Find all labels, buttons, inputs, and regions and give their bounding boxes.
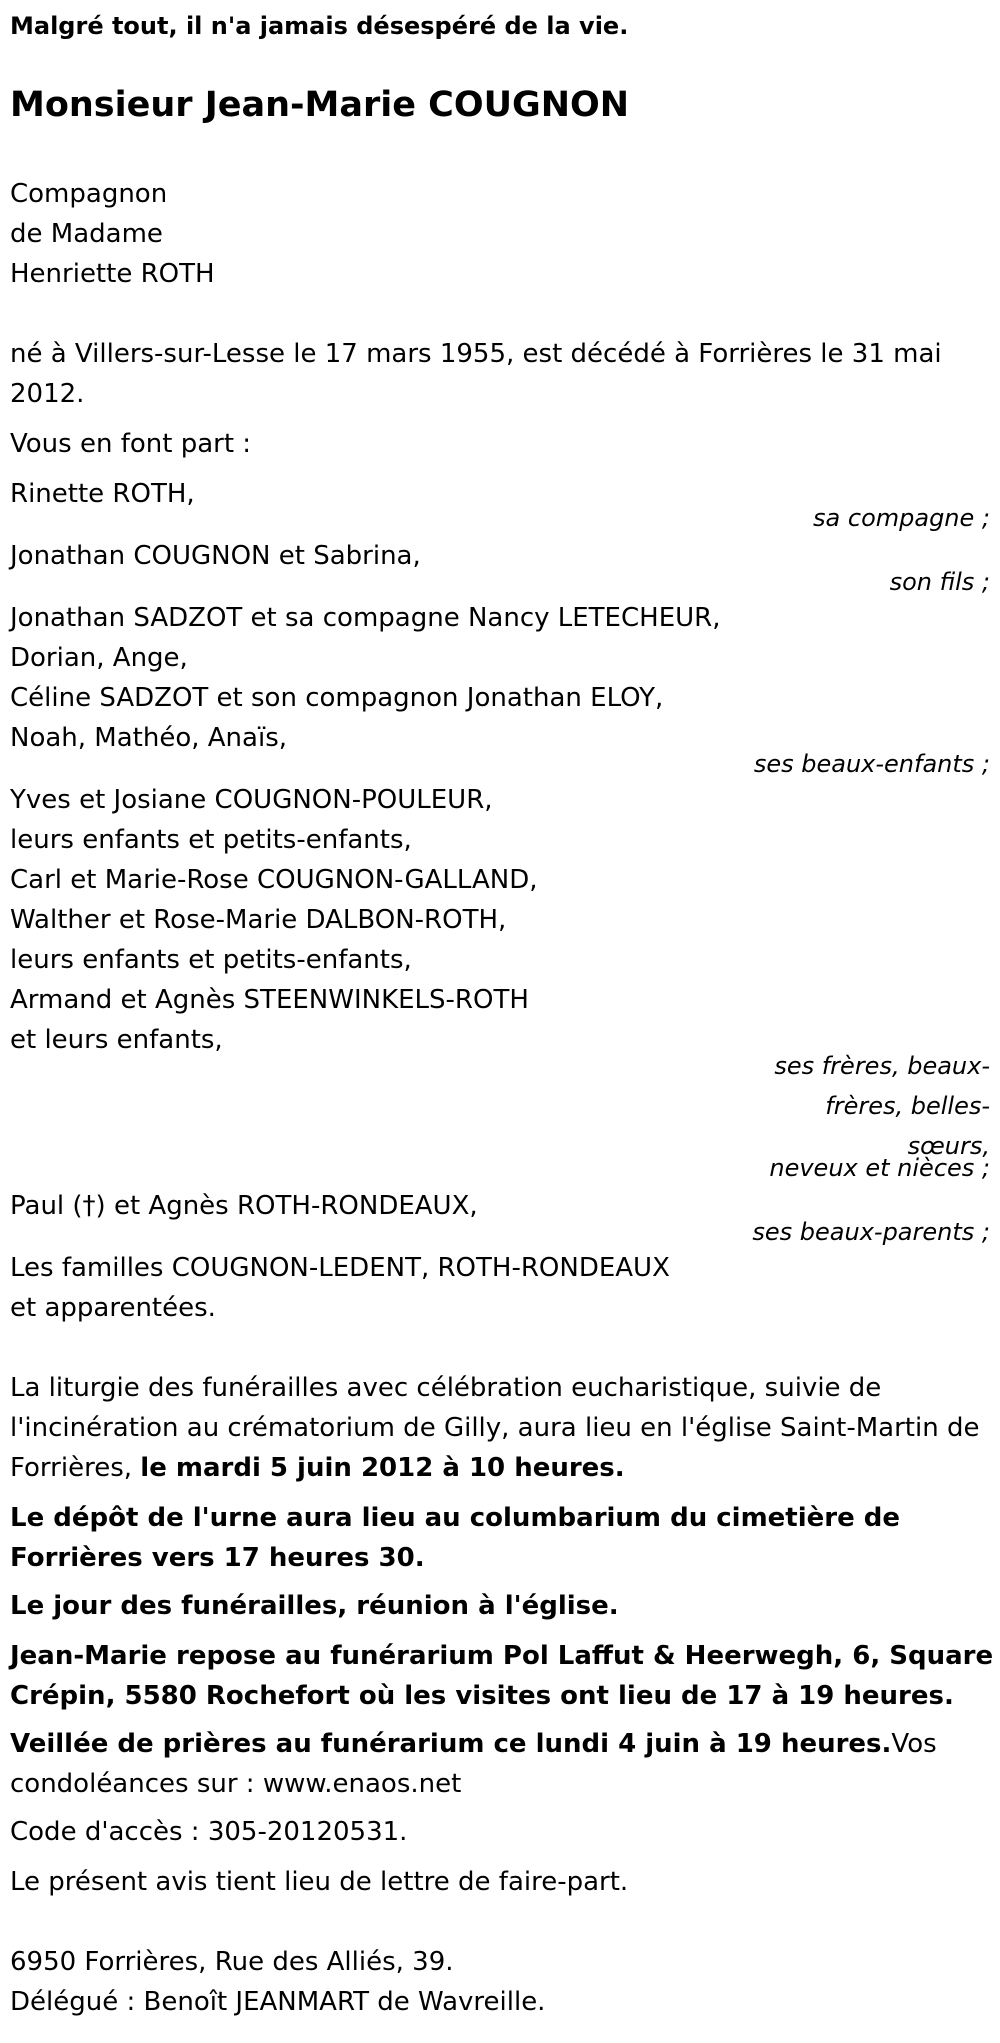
family-line: Les familles COUGNON-LEDENT, ROTH-RONDEAUX — [10, 1253, 670, 1283]
quote: Malgré tout, il n'a jamais désespéré de la vie. — [10, 12, 629, 40]
family-relation: ses beaux-enfants ; — [753, 750, 990, 778]
family-line: et apparentées. — [10, 1293, 216, 1323]
notice: Le présent avis tient lieu de lettre de faire-part. — [10, 1867, 629, 1897]
family-relation: ses frères, beaux-frères, belles-sœurs, — [774, 1052, 990, 1160]
funeral-date: le mardi 5 juin 2012 à 10 heures. — [140, 1453, 625, 1483]
family-line: Jonathan COUGNON et Sabrina, — [10, 541, 421, 571]
birth-death: né à Villers-sur-Lesse le 17 mars 1955, est décédé à Forrières le 31 mai 2012. — [10, 339, 942, 409]
deceased-name: Monsieur Jean-Marie COUGNON — [10, 85, 630, 125]
companion-line-2: de Madame — [10, 219, 163, 249]
family-relation: son fils ; — [889, 568, 990, 596]
family-relation: sa compagne ; — [813, 504, 990, 532]
vigil-paragraph — [10, 1724, 1000, 1804]
family-line: Walther et Rose-Marie DALBON-ROTH, — [10, 905, 507, 935]
family-line: Carl et Marie-Rose COUGNON-GALLAND, — [10, 865, 538, 895]
family-line: leurs enfants et petits-enfants, — [10, 825, 412, 855]
family-line: Céline SADZOT et son compagnon Jonathan ELOY, — [10, 683, 664, 713]
companion-line-1: Compagnon — [10, 179, 168, 209]
family-line: Yves et Josiane COUGNON-POULEUR, — [10, 785, 493, 815]
family-relation: ses beaux-parents ; — [752, 1218, 990, 1246]
urn-deposit: Le dépôt de l'urne aura lieu au columbarium du cimetière de Forrières vers 17 heures 30. — [10, 1503, 901, 1573]
address: 6950 Forrières, Rue des Alliés, 39. — [10, 1947, 454, 1977]
family-line: Dorian, Ange, — [10, 643, 188, 673]
funeral-paragraph — [10, 1368, 1000, 1488]
funeral-text: La liturgie des funérailles avec célébration eucharistique, suivie de l'incinération au crématorium de Gilly, aura lieu en l'église Saint-Martin de Forrières, — [10, 1373, 980, 1483]
funerarium-info: Jean-Marie repose au funérarium Pol Laffut & Heerwegh, 6, Square Crépin, 5580 Rochefort où les visites ont lieu de 17 à 19 heures. — [10, 1641, 994, 1711]
access-code: Code d'accès : 305-20120531. — [10, 1817, 408, 1847]
companion-line-3: Henriette ROTH — [10, 259, 215, 289]
family-line: Noah, Mathéo, Anaïs, — [10, 723, 287, 753]
meeting-info: Le jour des funérailles, réunion à l'église. — [10, 1591, 619, 1621]
delegate: Délégué : Benoît JEANMART de Wavreille. — [10, 1987, 546, 2017]
family-line: et leurs enfants, — [10, 1025, 223, 1055]
family-line: Jonathan SADZOT et sa compagne Nancy LETECHEUR, — [10, 603, 721, 633]
family-relation: neveux et nièces ; — [769, 1154, 990, 1182]
family-line: leurs enfants et petits-enfants, — [10, 945, 412, 975]
announce-intro: Vous en font part : — [10, 429, 252, 459]
vigil-info: Veillée de prières au funérarium ce lundi 4 juin à 19 heures. — [10, 1729, 892, 1759]
condolences-info: Vos condoléances sur : www.enaos.net — [10, 1729, 937, 1799]
family-line: Paul (†) et Agnès ROTH-RONDEAUX, — [10, 1191, 478, 1221]
family-line: Rinette ROTH, — [10, 479, 195, 509]
family-line: Armand et Agnès STEENWINKELS-ROTH — [10, 985, 529, 1015]
